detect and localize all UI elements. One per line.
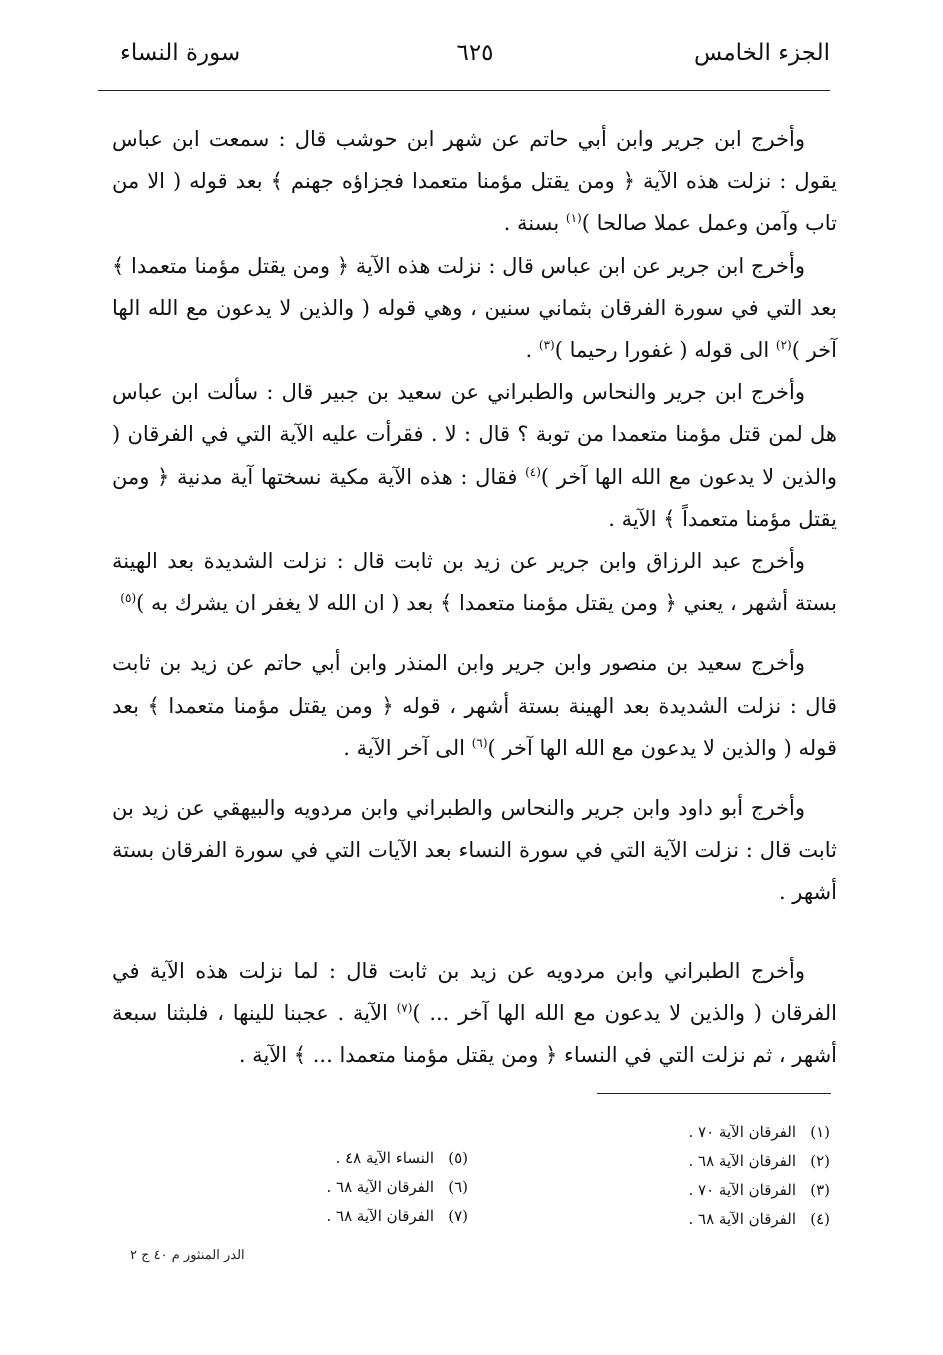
paragraph-2: وأخرج ابن جرير عن ابن عباس قال : نزلت هذه الآية ﴿ ومن يقتل مؤمنا متعمدا ﴾ بعد التي في سورة الفرقان بثماني سنين ، وهي قوله ( والذين لا يدعون مع الله الها آخر )$^{(٢)}$ الى قوله ( غفورا رحيما )$^{(٣)}$ .: [112, 253, 837, 363]
paragraph-1: وأخرج ابن جرير وابن أبي حاتم عن شهر ابن حوشب قال : سمعت ابن عباس يقول : نزلت هذه الآية ﴿ ومن يقتل مؤمنا متعمدا فجزاؤه جهنم ﴾ بعد قوله ( الا من تاب وآمن وعمل عملا صالحا )$^{(١)}$ بسنة .: [112, 127, 837, 236]
footnotes-column-right: [688, 1118, 830, 1234]
footnote-item: (١)الفرقان الآية ٧٠ .: [688, 1123, 830, 1141]
footnote-ref: (٧): [396, 1000, 413, 1015]
page-number: ٦٢٥: [456, 40, 494, 66]
footnote-ref: (٦): [471, 735, 488, 750]
footnote-ref: (٢): [775, 338, 792, 353]
footnote-item: (٥)النساء الآية ٤٨ .: [335, 1149, 468, 1167]
footnote-item: (٧)الفرقان الآية ٦٨ .: [326, 1207, 468, 1225]
footnote-rule: [597, 1093, 831, 1094]
footnote-ref: (٥): [120, 591, 137, 606]
paragraph-3: وأخرج ابن جرير والنحاس والطبراني عن سعيد بن جبير قال : سألت ابن عباس هل لمن قتل مؤمنا متعمدا من توبة ؟ قال : لا . فقرأت عليه الآية التي في الفرقان ( والذين لا يدعون مع الله الها آخر )$^{(٤)}$ فقال : هذه الآية مكية نسختها آية مدنية ﴿ ومن يقتل مؤمنا متعمداً ﴾ الآية .: [112, 380, 837, 531]
source-note: الدر المنثور م ٤٠ ج ٢: [130, 1248, 245, 1263]
footnote-item: (٦)الفرقان الآية ٦٨ .: [326, 1178, 468, 1196]
main-text: [112, 118, 837, 1076]
page-header: [120, 40, 830, 80]
paragraph-5: وأخرج سعيد بن منصور وابن جرير وابن المنذر وابن أبي حاتم عن زيد بن ثابت قال : نزلت الشديدة بعد الهينة بستة أشهر ، قوله ﴿ ومن يقتل مؤمنا متعمدا ﴾ بعد قوله ( والذين لا يدعون مع الله الها آخر )$^{(٦)}$ الى آخر الآية .: [112, 651, 837, 760]
footnote-ref: (١): [565, 211, 582, 226]
paragraph-6: وأخرج أبو داود وابن جرير والنحاس والطبراني وابن مردويه والبيهقي عن زيد بن ثابت قال : نزلت الآية التي في سورة النساء بعد الآيات التي في سورة الفرقان بستة أشهر .: [112, 796, 837, 905]
paragraph-7: وأخرج الطبراني وابن مردويه عن زيد بن ثابت قال : لما نزلت هذه الآية في الفرقان ( والذين لا يدعون مع الله الها آخر ... )$^{(٧)}$ الآية . عجبنا للينها ، فلبثنا سبعة أشهر ، ثم نزلت التي في النساء ﴿ ومن يقتل مؤمنا متعمدا ... ﴾ الآية .: [112, 958, 838, 1068]
footnotes-column-left: [326, 1144, 468, 1231]
footnote-ref: (٤): [525, 464, 541, 479]
surah-title: سورة النساء: [120, 40, 241, 66]
paragraph-4: وأخرج عبد الرزاق وابن جرير عن زيد بن ثابت قال : نزلت الشديدة بعد الهينة بستة أشهر ، يعني ﴿ ومن يقتل مؤمنا متعمدا ﴾ بعد ( ان الله لا يغفر ان يشرك به )$^{(٥)}$: [112, 549, 837, 616]
header-rule: [98, 90, 830, 91]
footnote-ref: (٣): [538, 338, 555, 353]
footnote-item: (٢)الفرقان الآية ٦٨ .: [688, 1152, 830, 1170]
footnote-item: (٣)الفرقان الآية ٧٠ .: [688, 1181, 830, 1199]
part-title: الجزء الخامس: [694, 40, 830, 66]
footnote-item: (٤)الفرقان الآية ٦٨ .: [688, 1210, 830, 1228]
